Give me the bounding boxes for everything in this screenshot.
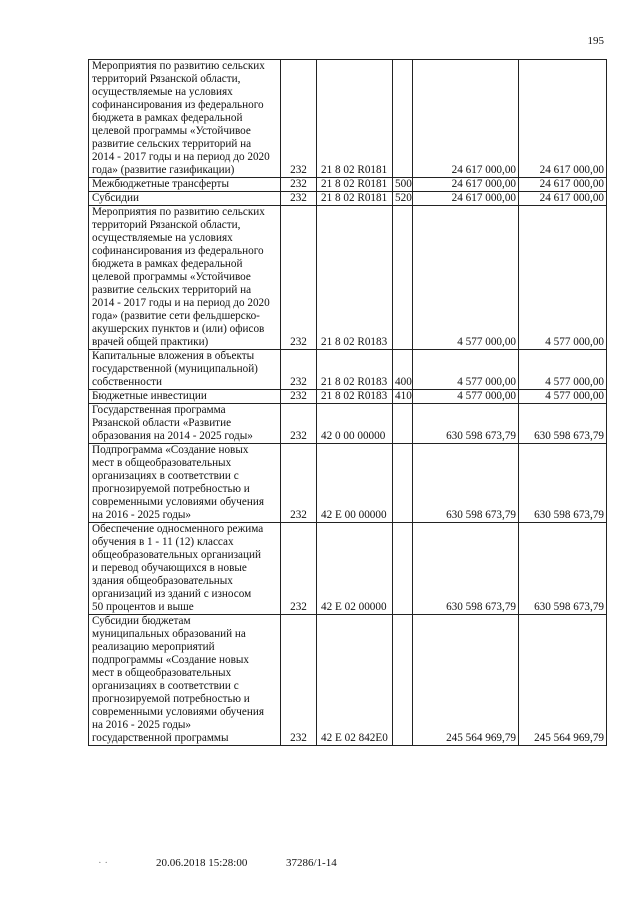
row-name-line: территорий Рязанской области, (92, 219, 241, 231)
row-csr-cell: 42 0 00 00000 (317, 404, 393, 444)
row-ved-cell: 232 (281, 523, 317, 615)
row-name-line: осуществляемые на условиях (92, 232, 233, 244)
row-name-line: 2014 - 2017 годы и на период до 2020 (92, 297, 270, 309)
row-ved-cell: 232 (281, 390, 317, 404)
row-vr-cell (393, 60, 413, 178)
row-csr-cell: 21 8 02 R0183 (317, 350, 393, 390)
row-name-line: прогнозируемой потребностью и (92, 693, 250, 705)
row-name-line: Мероприятия по развитию сельских (92, 60, 265, 72)
table-row (89, 390, 607, 404)
row-sum2-cell: 630 598 673,79 (519, 523, 607, 615)
row-name-line: акушерских пунктов и (или) офисов (92, 323, 265, 335)
row-name-line: Обеспечение односменного режима (92, 523, 264, 535)
row-name-line: здания общеобразовательных (92, 575, 233, 587)
row-sum2-cell: 4 577 000,00 (519, 206, 607, 350)
row-ved-cell: 232 (281, 350, 317, 390)
row-sum1-cell: 630 598 673,79 (413, 523, 519, 615)
row-name-line: территорий Рязанской области, (92, 73, 241, 85)
table-row (89, 444, 607, 523)
row-name-line: бюджета в рамках федеральной (92, 258, 243, 270)
row-csr-cell: 21 8 02 R0183 (317, 206, 393, 350)
row-name-line: Государственная программа (92, 404, 226, 416)
row-name-line: и перевод обучающихся в новые (92, 562, 247, 574)
row-name-line: на 2016 - 2025 годы» (92, 509, 191, 521)
table-row (89, 523, 607, 615)
page-number: 195 (587, 35, 604, 47)
row-name-line: Капитальные вложения в объекты (92, 350, 255, 362)
row-sum1-cell: 630 598 673,79 (413, 444, 519, 523)
row-sum2-cell: 24 617 000,00 (519, 192, 607, 206)
row-name-cell (89, 404, 281, 444)
row-vr-cell: 400 (393, 350, 413, 390)
table-row (89, 615, 607, 746)
row-name-cell (89, 615, 281, 746)
row-name-line: общеобразовательных организаций (92, 549, 261, 561)
row-csr-cell: 21 8 02 R0181 (317, 178, 393, 192)
row-name-cell (89, 192, 281, 206)
row-vr-cell (393, 523, 413, 615)
row-sum1-cell: 4 577 000,00 (413, 206, 519, 350)
footer-date: 20.06.2018 15:28:00 (156, 857, 248, 869)
row-name-line: организациях в соответствии с (92, 680, 239, 692)
row-name-line: развитие сельских территорий на (92, 284, 252, 296)
row-name-line: Субсидии (92, 192, 139, 204)
table-row (89, 404, 607, 444)
row-vr-cell (393, 404, 413, 444)
row-name-line: Субсидии бюджетам (92, 615, 191, 627)
row-name-cell (89, 350, 281, 390)
row-name-cell (89, 206, 281, 350)
row-vr-cell: 500 (393, 178, 413, 192)
table-row (89, 192, 607, 206)
row-name-line: прогнозируемой потребностью и (92, 483, 250, 495)
row-name-line: развитие сельских территорий на (92, 138, 252, 150)
row-name-line: муниципальных образований на (92, 628, 246, 640)
row-ved-cell: 232 (281, 192, 317, 206)
row-ved-cell: 232 (281, 178, 317, 192)
row-sum2-cell: 24 617 000,00 (519, 60, 607, 178)
row-name-line: современными условиями обучения (92, 706, 264, 718)
row-name-line: года» (развитие газификации) (92, 164, 235, 176)
row-name-line: подпрограммы «Создание новых (92, 654, 249, 666)
row-name-line: реализацию мероприятий (92, 641, 215, 653)
row-csr-cell: 21 8 02 R0181 (317, 192, 393, 206)
row-sum2-cell: 630 598 673,79 (519, 404, 607, 444)
row-name-line: целевой программы «Устойчивое (92, 125, 251, 137)
row-sum1-cell: 630 598 673,79 (413, 404, 519, 444)
table-row (89, 60, 607, 178)
row-sum1-cell: 24 617 000,00 (413, 178, 519, 192)
row-sum2-cell: 630 598 673,79 (519, 444, 607, 523)
row-name-line: целевой программы «Устойчивое (92, 271, 251, 283)
row-name-line: Рязанской области «Развитие (92, 417, 232, 429)
row-vr-cell: 410 (393, 390, 413, 404)
row-name-cell (89, 523, 281, 615)
row-name-line: врачей общей практики) (92, 336, 209, 348)
row-name-line: 50 процентов и выше (92, 601, 194, 613)
row-sum1-cell: 4 577 000,00 (413, 390, 519, 404)
row-sum1-cell: 24 617 000,00 (413, 192, 519, 206)
row-name-line: бюджета в рамках федеральной (92, 112, 243, 124)
row-csr-cell: 42 Е 02 842Е0 (317, 615, 393, 746)
row-sum2-cell: 24 617 000,00 (519, 178, 607, 192)
row-name-line: современными условиями обучения (92, 496, 264, 508)
row-ved-cell: 232 (281, 615, 317, 746)
row-name-line: образования на 2014 - 2025 годы» (92, 430, 253, 442)
row-sum2-cell: 4 577 000,00 (519, 390, 607, 404)
row-name-cell (89, 60, 281, 178)
row-vr-cell (393, 206, 413, 350)
row-sum2-cell: 4 577 000,00 (519, 350, 607, 390)
row-name-line: организаций из зданий с износом (92, 588, 252, 600)
budget-table (88, 59, 607, 746)
row-sum2-cell: 245 564 969,79 (519, 615, 607, 746)
row-vr-cell: 520 (393, 192, 413, 206)
row-name-line: собственности (92, 376, 162, 388)
row-ved-cell: 232 (281, 404, 317, 444)
row-vr-cell (393, 615, 413, 746)
row-sum1-cell: 4 577 000,00 (413, 350, 519, 390)
row-name-line: мест в общеобразовательных (92, 667, 232, 679)
row-name-line: государственной (муниципальной) (92, 363, 258, 375)
table-row (89, 206, 607, 350)
row-csr-cell: 42 Е 02 00000 (317, 523, 393, 615)
budget-table-body (89, 60, 607, 746)
row-name-line: на 2016 - 2025 годы» (92, 719, 191, 731)
row-csr-cell: 42 Е 00 00000 (317, 444, 393, 523)
row-name-line: мест в общеобразовательных (92, 457, 232, 469)
row-name-line: осуществляемые на условиях (92, 86, 233, 98)
row-ved-cell: 232 (281, 60, 317, 178)
row-name-line: 2014 - 2017 годы и на период до 2020 (92, 151, 270, 163)
row-ved-cell: 232 (281, 444, 317, 523)
table-row (89, 178, 607, 192)
row-name-line: софинансирования из федерального (92, 245, 264, 257)
row-sum1-cell: 245 564 969,79 (413, 615, 519, 746)
row-name-line: организациях в соответствии с (92, 470, 239, 482)
row-csr-cell: 21 8 02 R0181 (317, 60, 393, 178)
footer-doc-number: 37286/1-14 (286, 857, 337, 869)
table-row (89, 350, 607, 390)
row-name-line: софинансирования из федерального (92, 99, 264, 111)
row-name-line: Межбюджетные трансферты (92, 178, 229, 190)
footer-mark: · · (98, 857, 109, 869)
row-name-cell (89, 444, 281, 523)
row-ved-cell: 232 (281, 206, 317, 350)
row-name-line: Мероприятия по развитию сельских (92, 206, 265, 218)
row-name-line: года» (развитие сети фельдшерско- (92, 310, 260, 322)
row-sum1-cell: 24 617 000,00 (413, 60, 519, 178)
row-vr-cell (393, 444, 413, 523)
row-name-line: Бюджетные инвестиции (92, 390, 207, 402)
row-name-line: Подпрограмма «Создание новых (92, 444, 249, 456)
row-csr-cell: 21 8 02 R0183 (317, 390, 393, 404)
row-name-cell (89, 178, 281, 192)
row-name-cell (89, 390, 281, 404)
row-name-line: государственной программы (92, 732, 229, 744)
row-name-line: обучения в 1 - 11 (12) классах (92, 536, 234, 548)
